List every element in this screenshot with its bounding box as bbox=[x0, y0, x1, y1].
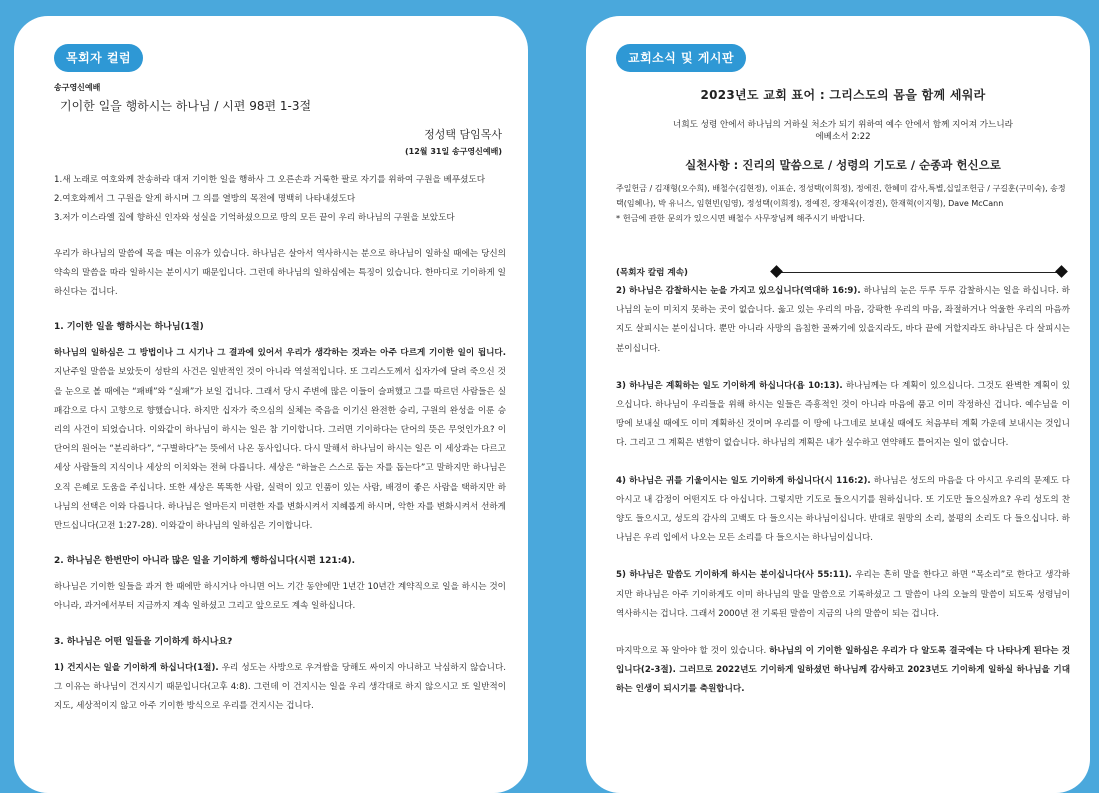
motto-verse: 너희도 성령 안에서 하나님의 거하실 처소가 되기 위하여 예수 안에서 함께 지어져 가느니라 bbox=[673, 120, 1013, 130]
practice-subtitle: 실천사항 : 진리의 말씀으로 / 성령의 기도로 / 순종과 헌신으로 bbox=[685, 158, 1001, 172]
left-page bbox=[14, 16, 528, 793]
right-page bbox=[586, 16, 1090, 793]
point-3-lead: 3) 하나님은 계획하는 일도 기이하게 하십니다(욥 10:13). bbox=[616, 380, 843, 391]
sermon-date: (12월 31일 송구영신예배) bbox=[405, 147, 502, 156]
pastor-name: 정성택 담임목사 bbox=[424, 128, 502, 141]
section-tag: 목회자 컬럼 bbox=[54, 44, 143, 72]
motto-verse-ref: 에베소서 2:22 bbox=[815, 132, 871, 142]
section-2-heading: 2. 하나님은 한번만이 아니라 많은 일을 기이하게 행하십니다(시편 121:4). bbox=[54, 556, 356, 567]
section-1-body bbox=[54, 344, 506, 536]
continued-label: (목회자 칼럼 계속) bbox=[616, 268, 688, 278]
verse-2: 2.여호와께서 그 구원을 알게 하시며 그 의를 열방의 목전에 명백히 나타내셨도다 bbox=[54, 194, 356, 205]
continued-row bbox=[616, 264, 1070, 278]
point-4-text: 하나님은 성도의 마음을 다 아시고 우리의 문제도 다 아시고 내 감정이 어떤지도 다 아십니다. 그렇지만 기도로 들으시기를 원하십니다. 또 기도만 들으실까요? 우리 성도의 찬양도 들으시고, 성도의 감사의 고백도 다 들으시는 하나님이십니다. 반대로 원망의 소리, 불평의 소리도 다 들으십니다. 하나님은 우리 입에서 나오는 모든 소리를 다 들으시는 하나님이십니다. bbox=[616, 475, 1070, 544]
section-3-body bbox=[54, 659, 506, 717]
point-5-text: 우리는 흔히 말을 한다고 하면 “목소리”로 한다고 생각하지만 하나님은 아주 기이하게도 이미 하나님의 말을 말씀으로 기록하셨고 그 말씀이 나의 오늘의 말씀이 되도록 성령님이 역사하시는 겁니다. 그래서 2000년 전 기록된 말씀이 지금의 나의 말씀이 되는 겁니다. bbox=[616, 570, 1070, 619]
point-3 bbox=[616, 377, 1070, 454]
section-3-lead: 1) 건지시는 일을 기이하게 하십니다(1절). bbox=[54, 662, 219, 673]
point-2-text: 하나님의 눈은 두루 두루 감찰하시는 일을 하십니다. 하나님의 눈이 미치지 못하는 곳이 없습니다. 옳고 있는 우리의 마음, 강팍한 우리의 마음, 좌절하거나 억울한 우리의 마음까지도 살피시는 분이십니다. 뿐만 아니라 사망의 음침한 골짜기에 있을지라도, 바다 끝에 거할지라도 하나님은 다 살피시는 분이십니다. bbox=[616, 286, 1070, 354]
section-1-heading: 1. 기이한 일을 행하시는 하나님(1절) bbox=[54, 322, 204, 333]
point-2 bbox=[616, 282, 1070, 359]
scripture-verses bbox=[54, 171, 506, 229]
sermon-title: 기이한 일을 행하시는 하나님 / 시편 98편 1-3절 bbox=[60, 99, 312, 113]
divider-line bbox=[776, 272, 1062, 273]
diamond-icon bbox=[770, 265, 783, 278]
offering-note: * 헌금에 관한 문의가 있으시면 배철수 사무장님께 해주시기 바랍니다. bbox=[616, 213, 865, 223]
section-1-text: 지난주일 말씀을 보았듯이 성탄의 사건은 일반적인 것이 아니라 역설적입니다. 또 그리스도께서 십자가에 달려 죽으신 것을 눈으로 볼 때에는 “패배”와 “실패”가 보일 겁니다. 그래서 당시 주변에 많은 이들이 슬퍼했고 그를 따르던 사람들은 실패감으로 다시 고향으로 향했습니다. 하지만 십자가 죽으심의 실체는 죽음을 이기신 완전한 승리, 구원의 완성을 이룬 승리의 사건이 되었습니다. 이와같이 하나님이 하시는 일은 참 기이합니다. 그러면 기이하다는 단어의 뜻은 무엇인가요? 이 단어의 원어는 “분리하다”, “구별하다”는 뜻에서 나온 동사입니다. 다시 말해서 하나님이 하시는 일은 이 세상과는 다르고 세상 사람들의 지식이나 세상의 이치와는 전혀 다릅니다. 세상은 “하늘은 스스로 돕는 자를 돕는다”고 말하지만 하나님은 오직 은혜로 도움을 주십니다. 또한 세상은 똑똑한 사람, 실력이 있고 인품이 있는 사람, 배경이 좋은 사람을 택하지만 하나님의 선택은 이와 다릅니다. 하나님은 얼마든지 미련한 자를 변화시켜서 지혜롭게 하시며, 악한 자를 변화시켜서 선하게 만드십니다(고전 1:27-28). 이와같이 하나님의 일하심은 기이합니다. bbox=[54, 367, 506, 532]
church-motto-title: 2023년도 교회 표어 : 그리스도의 몸을 함께 세워라 bbox=[700, 88, 986, 102]
service-label: 송구영신예배 bbox=[54, 83, 101, 92]
diamond-icon bbox=[1055, 265, 1068, 278]
verse-1: 1.새 노래로 여호와께 찬송하라 대저 기이한 일을 행하사 그 오른손과 거룩한 팔로 자기를 위하여 구원을 베푸셨도다 bbox=[54, 175, 486, 185]
offering-names: 주일헌금 / 김재형(오수희), 배철수(김현정), 이표순, 정성택(이희정), 정에진, 한혜미 감사,특별,십일조헌금 / 구길훈(구미숙), 송정택(임혜나), 박 유니스, 임현빈(임영), 정성택(이희정), 정예진, 장재욱(이경진), 한재혁(이지형), Dave McCann bbox=[616, 184, 1066, 208]
closing-paragraph bbox=[616, 642, 1070, 700]
intro-paragraph: 우리가 하나님의 말씀에 목을 매는 이유가 있습니다. 하나님은 살아서 역사하시는 분으로 하나님이 일하실 때에는 당신의 약속의 말씀을 따라 일하시는 분이시기 때문입니다. 그런데 하나님의 일하심에는 특징이 있습니다. 한마디로 기이하게 일하신다는 겁니다. bbox=[54, 248, 506, 298]
point-4 bbox=[616, 472, 1070, 549]
section-3-heading: 3. 하나님은 어떤 일들을 기이하게 하시나요? bbox=[54, 636, 233, 647]
section-tag: 교회소식 및 게시판 bbox=[616, 44, 746, 72]
point-5 bbox=[616, 566, 1070, 624]
point-2-lead: 2) 하나님은 감찰하시는 눈을 가지고 있으십니다(역대하 16:9). bbox=[616, 286, 861, 296]
section-1-lead: 하나님의 일하심은 그 방법이나 그 시기나 그 결과에 있어서 우리가 생각하는 것과는 아주 다르게 기이한 일이 됩니다. bbox=[54, 348, 506, 359]
point-4-lead: 4) 하나님은 귀를 기울이시는 일도 기이하게 하십니다(시 116:2). bbox=[616, 475, 871, 486]
section-2-body: 하나님은 기이한 일들을 과거 한 때에만 하시거나 아니면 어느 기간 동안에만 1년간 10년간 계약직으로 일을 하시는 것이 아니라, 과거에서부터 지금까지 계속 일하셨고 그리고 앞으로도 계속 일하십니다. bbox=[54, 582, 506, 612]
section-3-text: 우리 성도는 사방으로 우겨쌈을 당해도 싸이지 아니하고 낙심하지 않습니다. 그 이유는 하나님이 건지시기 때문입니다(고후 4:8). 그런데 이 건지시는 일을 우리 생각대로 하지 않으시고 또 일반적이지도, 세상적이지 않고 아주 기이한 방식으로 우리를 건지시는 겁니다. bbox=[54, 662, 507, 712]
verse-3: 3.저가 이스라엘 집에 향하신 인자와 성실을 기억하셨으므로 땅의 모든 끝이 우리 하나님의 구원을 보았도다 bbox=[54, 213, 455, 224]
point-3-text: 하나님께는 다 계획이 있으십니다. 그것도 완벽한 계획이 있으십니다. 하나님이 우리들을 위해 하시는 일들은 즉흥적인 것이 아니라 마음에 품고 이미 작정하신 겁니다. 예수님을 이 땅에 보내실 때에도 이미 계획하신 것이며 우리를 이 땅에 나그네로 보내실 때에도 처음부터 계획 가운데 보내시는 것입니다. 그리고 그 계획은 변함이 없습니다. 하나님의 계획은 내가 실수하고 연약해도 틀어지는 일이 없습니다. bbox=[616, 380, 1070, 449]
point-5-lead: 5) 하나님은 말씀도 기이하게 하시는 분이십니다(사 55:11). bbox=[616, 570, 852, 581]
closing-bold: 하나님의 이 기이한 일하심은 우리가 다 알도록 결국에는 다 나타나게 된다는 것입니다(2-3절). 그러므로 2022년도 기이하게 일하셨던 하나님께 감사하고 2023년도 기이하게 일하실 하나님을 기대하는 인생이 되시기를 축원합니다. bbox=[616, 646, 1071, 695]
closing-text: 마지막으로 꼭 알아야 할 것이 있습니다. bbox=[616, 646, 770, 657]
